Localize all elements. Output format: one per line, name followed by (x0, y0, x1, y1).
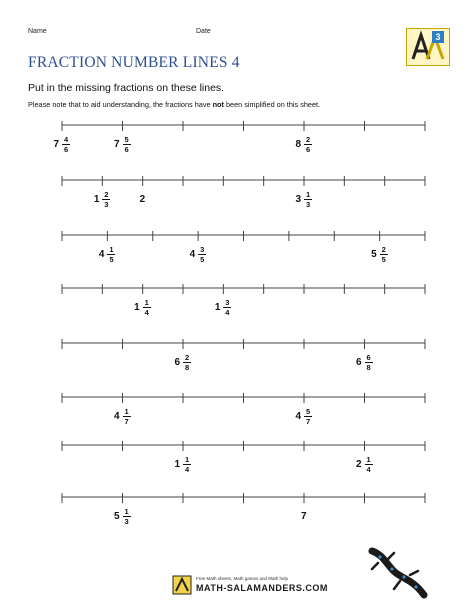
fraction (143, 298, 151, 317)
mixed-number-label (134, 298, 151, 317)
fraction (123, 135, 131, 154)
denominator: 5 (109, 255, 114, 264)
whole-number: 5 (371, 249, 377, 260)
numerator: 6 (366, 353, 371, 362)
denominator: 3 (305, 200, 311, 209)
mixed-number-label (190, 245, 207, 264)
denominator: 8 (184, 363, 190, 372)
mixed-number-label (371, 245, 388, 264)
fraction (304, 190, 312, 209)
mixed-number-label (54, 135, 71, 154)
salamander-mini-icon (172, 575, 192, 595)
whole-number: 6 (174, 357, 181, 368)
whole-number: 7 (53, 139, 60, 150)
fraction (102, 190, 110, 209)
denominator: 7 (305, 417, 311, 426)
mixed-number-label (215, 298, 232, 317)
numerator: 2 (184, 353, 190, 362)
numerator: 1 (305, 190, 311, 199)
denominator: 3 (124, 517, 129, 526)
fraction (380, 245, 388, 264)
footer-tagline: Free Math sheets, Math games and Math help (196, 576, 289, 581)
denominator: 4 (366, 465, 371, 474)
denominator: 4 (184, 465, 190, 474)
whole-number: 7 (114, 139, 120, 150)
mixed-number-label (296, 190, 313, 209)
whole-number: 6 (356, 357, 362, 368)
mixed-number-label (99, 245, 116, 264)
mixed-number-label (175, 455, 192, 474)
whole-number: 4 (98, 249, 105, 260)
denominator: 6 (305, 145, 311, 154)
numerator: 1 (124, 407, 129, 416)
fraction (304, 135, 312, 154)
whole-number: 2 (139, 194, 146, 205)
denominator: 8 (366, 363, 371, 372)
denominator: 5 (381, 255, 386, 264)
fraction (304, 407, 312, 426)
numerator: 1 (109, 245, 114, 254)
denominator: 6 (124, 145, 129, 154)
denominator: 4 (144, 308, 149, 317)
denominator: 6 (63, 145, 69, 154)
numerator: 3 (200, 245, 205, 254)
denominator: 7 (124, 417, 129, 426)
mixed-number-label (296, 407, 313, 426)
mixed-number-label (175, 353, 192, 372)
whole-number: 4 (295, 411, 302, 422)
mixed-number-label (296, 135, 313, 154)
mixed-number-label (114, 407, 131, 426)
name-label: Name (28, 28, 47, 35)
numerator: 1 (366, 455, 371, 464)
whole-number: 4 (114, 411, 120, 422)
fraction (123, 507, 131, 526)
fraction (223, 298, 231, 317)
whole-number: 1 (93, 194, 100, 205)
mixed-number-label (140, 194, 146, 205)
fraction (365, 455, 373, 474)
mixed-number-label (301, 511, 307, 522)
denominator: 3 (104, 200, 109, 209)
date-label: Date (196, 28, 211, 35)
numerator: 1 (184, 455, 190, 464)
whole-number: 1 (134, 302, 140, 313)
numerator: 4 (63, 135, 69, 144)
whole-number: 4 (189, 249, 196, 260)
numerator: 3 (225, 298, 230, 307)
fraction (183, 455, 191, 474)
fraction (62, 135, 70, 154)
footer-brand: MATH-SALAMANDERS.COM (196, 583, 328, 593)
page-title: FRACTION NUMBER LINES 4 (28, 54, 240, 71)
fraction (365, 353, 373, 372)
numerator: 2 (104, 190, 109, 199)
mixed-number-label (356, 353, 373, 372)
denominator: 4 (225, 308, 230, 317)
mixed-number-label (94, 190, 111, 209)
simplification-note: Please note that to aid understanding, the fractions have not been simplified on this sheet. (28, 100, 321, 109)
fraction (198, 245, 206, 264)
mixed-number-label (356, 455, 373, 474)
salamander-illustration (364, 545, 434, 603)
numerator: 5 (305, 407, 311, 416)
numerator: 5 (124, 135, 129, 144)
fraction (123, 407, 131, 426)
whole-number: 7 (301, 511, 307, 522)
footer-logo (172, 574, 332, 596)
whole-number: 5 (114, 511, 120, 522)
whole-number: 3 (295, 194, 302, 205)
mixed-number-label (114, 507, 131, 526)
whole-number: 1 (214, 302, 221, 313)
whole-number: 2 (356, 459, 362, 470)
whole-number: 1 (174, 459, 181, 470)
fraction (107, 245, 115, 264)
mixed-number-label (114, 135, 131, 154)
whole-number: 8 (295, 139, 302, 150)
numerator: 2 (305, 135, 311, 144)
numerator: 1 (144, 298, 149, 307)
denominator: 5 (200, 255, 205, 264)
fraction (183, 353, 191, 372)
numerator: 2 (381, 245, 386, 254)
grade-badge: 3 (432, 31, 444, 43)
numerator: 1 (124, 507, 129, 516)
instructions: Put in the missing fractions on these lines. (28, 82, 225, 94)
